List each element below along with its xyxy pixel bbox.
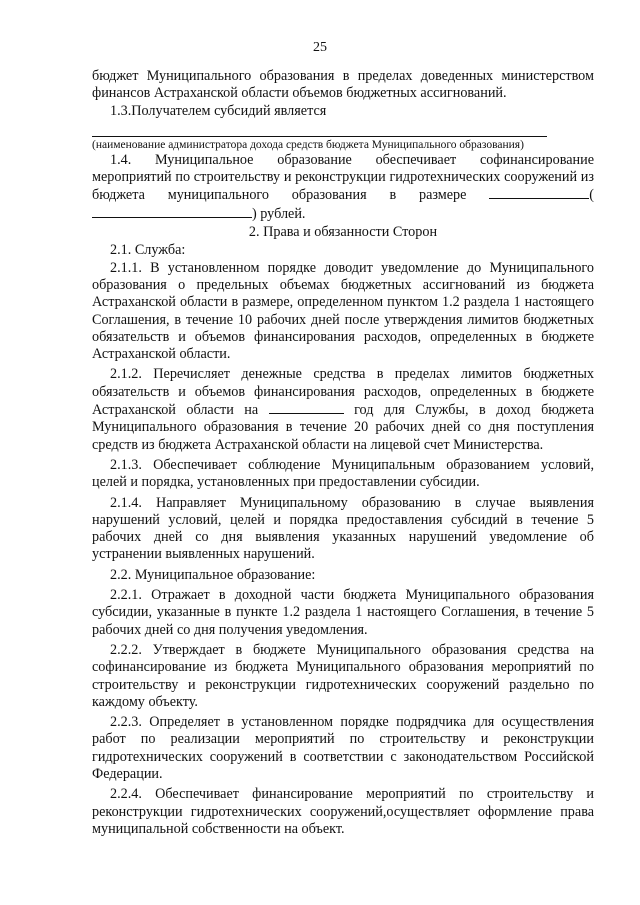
paragraph-2-1-2: [92, 366, 594, 453]
paragraph-2-1-4: 2.1.4. Направляет Муниципальному образованию в случае выявления нарушений условий, целей и порядка предоставления субсидий в течение 5 рабочих дней со дня выявления указанных нарушений уведомление об устранении выявленных нарушений.: [92, 494, 594, 563]
paragraph-2-1-2-text-b: год для Службы, в доход бюджета Муниципального образования в течение 20 рабочих дней со дня поступления средств из бюджета Астраханской области на лицевой счет Министерства.: [92, 402, 594, 453]
paragraph-1-3: 1.3.Получателем субсидий является: [110, 102, 327, 119]
page-number: 25: [313, 40, 327, 55]
amount-blank: [489, 186, 589, 199]
amount-open-paren: (: [589, 187, 594, 204]
year-blank: [269, 401, 344, 414]
paragraph-2-1-3: 2.1.3. Обеспечивает соблюдение Муниципальным образованием условий, целей и порядка, установленных при предоставлении субсидии.: [92, 456, 594, 491]
recipient-blank-line: [92, 136, 547, 137]
paragraph-1-4: [92, 152, 594, 223]
paragraph-2-2-1: 2.2.1. Отражает в доходной части бюджета Муниципального образования субсидии, указанные в пункте 1.2 раздела 1 настоящего Соглашения, в течение 5 рабочих дней со дня получения уведомления.: [92, 587, 594, 638]
paragraph-2-2-2: 2.2.2. Утверждает в бюджете Муниципального образования средства на софинансирование из бюджета Муниципального образования мероприятий по строительству и реконструкции гидротехнических сооружений раздельно по каждому объекту.: [92, 641, 594, 710]
paragraph-2-1-1: 2.1.1. В установленном порядке доводит уведомление до Муниципального образования о предельных объемах бюджетных ассигнований из бюджета Астраханской области в размере, определенном пунктом 1.2 раздела 1 настоящего Соглашения, в течение 10 рабочих дней после утверждения лимитов бюджетных обязательств и объемов финансирования расходов, определенных в бюджете Астраханской области.: [92, 259, 594, 363]
amount-words-blank: [92, 205, 252, 218]
paragraph-2-1: 2.1. Служба:: [110, 242, 186, 259]
paragraph-1-4-text: 1.4. Муниципальное образование обеспечивает софинансирование мероприятий по строительству и реконструкции гидротехнических сооружений из бюджета муниципального образования в размере: [92, 151, 594, 204]
amount-close: ) рублей.: [252, 205, 306, 222]
paragraph-2-2: 2.2. Муниципальное образование:: [110, 566, 316, 583]
paragraph-2-2-4: 2.2.4. Обеспечивает финансирование мероприятий по строительству и реконструкции гидротехнических сооружений,осуществляет оформление права муниципальной собственности на объект.: [92, 786, 594, 837]
paragraph-2-2-3: 2.2.3. Определяет в установленном порядке подрядчика для осуществления работ по реализации мероприятий по строительству и реконструкции гидротехнических сооружений в соответствии с законодательством Российской Федерации.: [92, 714, 594, 782]
section-2-title: 2. Права и обязанности Сторон: [248, 224, 438, 241]
document-body: [92, 68, 594, 838]
recipient-caption: (наименование администратора дохода средств бюджета Муниципального образования): [92, 138, 524, 151]
paragraph-2-1-2-text-a: 2.1.2. Перечисляет денежные средства в пределах лимитов бюджетных обязательств и объемов финансирования расходов, определенных в бюджете Астраханской области на: [92, 366, 594, 419]
intro-paragraph: бюджет Муниципального образования в пределах доведенных министерством финансов Астраханской области объемов бюджетных ассигнований.: [92, 68, 594, 102]
